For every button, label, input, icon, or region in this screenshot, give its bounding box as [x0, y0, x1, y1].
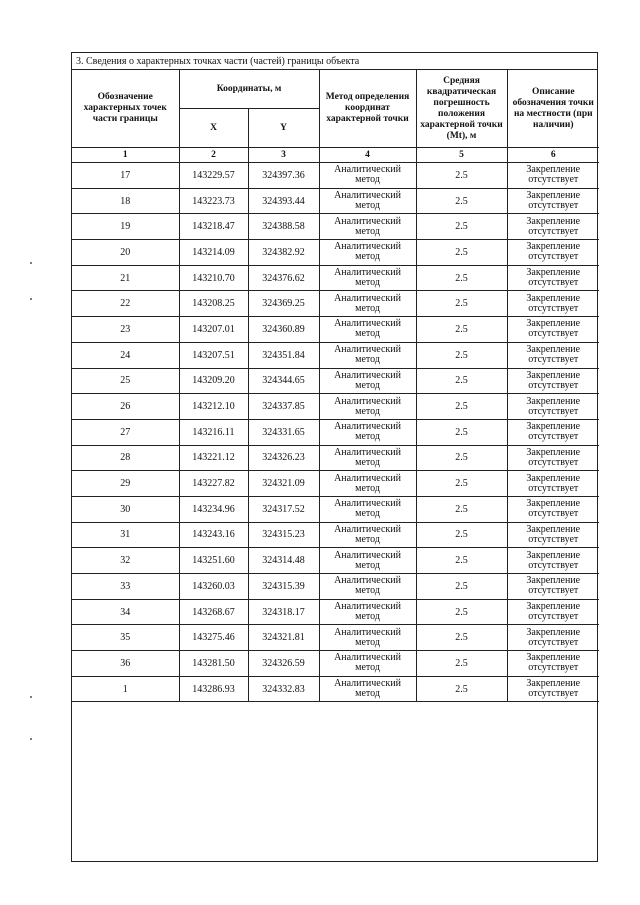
mean-error: 2.5	[416, 317, 507, 343]
coord-x: 143214.09	[179, 240, 248, 266]
description-cell	[507, 342, 599, 368]
description-cell	[507, 265, 599, 291]
method-line-1: Аналитический	[334, 472, 401, 484]
coord-y: 324326.23	[248, 445, 319, 471]
method-line-1: Аналитический	[334, 626, 401, 638]
mean-error: 2.5	[416, 265, 507, 291]
column-number: 4	[319, 148, 416, 163]
description-line-1: Закрепление	[526, 267, 581, 279]
coord-y: 324393.44	[248, 188, 319, 214]
table-row	[72, 214, 599, 240]
method-line-1: Аналитический	[334, 601, 401, 613]
coord-x: 143229.57	[179, 163, 248, 189]
method-cell	[319, 163, 416, 189]
method-line-1: Аналитический	[334, 652, 401, 664]
description-line-1: Закрепление	[526, 292, 581, 304]
coord-y: 324331.65	[248, 419, 319, 445]
description-cell	[507, 394, 599, 420]
description-line-1: Закрепление	[526, 395, 581, 407]
column-number: 6	[507, 148, 599, 163]
mean-error: 2.5	[416, 188, 507, 214]
method-line-1: Аналитический	[334, 549, 401, 561]
description-cell	[507, 163, 599, 189]
description-line-2: отсутствует	[528, 431, 579, 443]
method-cell	[319, 496, 416, 522]
table-row	[72, 471, 599, 497]
coord-x: 143207.51	[179, 342, 248, 368]
method-cell	[319, 445, 416, 471]
column-number: 2	[179, 148, 248, 163]
point-number: 21	[72, 265, 179, 291]
column-number: 3	[248, 148, 319, 163]
description-line-2: отсутствует	[528, 200, 579, 212]
coord-y: 324337.85	[248, 394, 319, 420]
method-cell	[319, 265, 416, 291]
description-line-1: Закрепление	[526, 652, 581, 664]
coord-x: 143268.67	[179, 599, 248, 625]
method-line-1: Аналитический	[334, 446, 401, 458]
point-number: 28	[72, 445, 179, 471]
description-cell	[507, 317, 599, 343]
method-line-2: метод	[355, 662, 380, 674]
point-number: 35	[72, 625, 179, 651]
coord-x: 143260.03	[179, 574, 248, 600]
method-line-1: Аналитический	[334, 678, 401, 690]
description-line-1: Закрепление	[526, 678, 581, 690]
mean-error: 2.5	[416, 574, 507, 600]
mean-error: 2.5	[416, 291, 507, 317]
table-row	[72, 368, 599, 394]
point-number: 22	[72, 291, 179, 317]
point-number: 34	[72, 599, 179, 625]
mean-error: 2.5	[416, 368, 507, 394]
method-line-1: Аналитический	[334, 498, 401, 510]
description-line-2: отсутствует	[528, 277, 579, 289]
description-line-1: Закрепление	[526, 369, 581, 381]
method-cell	[319, 188, 416, 214]
point-number: 27	[72, 419, 179, 445]
coord-y: 324317.52	[248, 496, 319, 522]
description-cell	[507, 574, 599, 600]
table-row	[72, 240, 599, 266]
description-line-2: отсутствует	[528, 405, 579, 417]
point-number: 19	[72, 214, 179, 240]
description-line-2: отсутствует	[528, 379, 579, 391]
mean-error: 2.5	[416, 599, 507, 625]
table-row	[72, 574, 599, 600]
description-line-1: Закрепление	[526, 215, 581, 227]
method-line-1: Аналитический	[334, 344, 401, 356]
description-line-1: Закрепление	[526, 626, 581, 638]
document-frame	[71, 52, 598, 862]
description-line-1: Закрепление	[526, 318, 581, 330]
description-line-2: отсутствует	[528, 482, 579, 494]
header-point-designation: Обозначение характерных точек части границы	[72, 70, 179, 148]
method-line-2: метод	[355, 405, 380, 417]
coord-x: 143212.10	[179, 394, 248, 420]
boundary-points-table	[72, 70, 599, 702]
header-method: Метод определения координат характерной точки	[319, 70, 416, 148]
method-line-2: метод	[355, 200, 380, 212]
description-cell	[507, 445, 599, 471]
method-line-2: метод	[355, 225, 380, 237]
coord-y: 324382.92	[248, 240, 319, 266]
method-line-1: Аналитический	[334, 395, 401, 407]
description-cell	[507, 368, 599, 394]
description-cell	[507, 625, 599, 651]
description-cell	[507, 419, 599, 445]
point-number: 29	[72, 471, 179, 497]
description-cell	[507, 676, 599, 702]
method-line-2: метод	[355, 354, 380, 366]
coord-y: 324397.36	[248, 163, 319, 189]
table-row	[72, 419, 599, 445]
coord-y: 324326.59	[248, 651, 319, 677]
method-cell	[319, 522, 416, 548]
method-line-2: метод	[355, 328, 380, 340]
method-cell	[319, 214, 416, 240]
header-x: X	[179, 109, 248, 148]
table-row	[72, 445, 599, 471]
method-line-1: Аналитический	[334, 164, 401, 176]
method-line-2: метод	[355, 302, 380, 314]
description-line-2: отсутствует	[528, 251, 579, 263]
point-number: 26	[72, 394, 179, 420]
method-line-2: метод	[355, 379, 380, 391]
coord-x: 143221.12	[179, 445, 248, 471]
method-cell	[319, 368, 416, 394]
method-line-1: Аналитический	[334, 523, 401, 535]
scan-speck	[30, 298, 32, 300]
table-row	[72, 163, 599, 189]
description-cell	[507, 599, 599, 625]
method-line-2: метод	[355, 611, 380, 623]
method-cell	[319, 548, 416, 574]
point-number: 17	[72, 163, 179, 189]
section-title: 3. Сведения о характерных точках части (частей) границы объекта	[72, 53, 597, 70]
method-cell	[319, 676, 416, 702]
description-cell	[507, 651, 599, 677]
method-line-1: Аналитический	[334, 421, 401, 433]
table-row	[72, 394, 599, 420]
method-line-1: Аналитический	[334, 575, 401, 587]
point-number: 24	[72, 342, 179, 368]
method-line-2: метод	[355, 431, 380, 443]
mean-error: 2.5	[416, 471, 507, 497]
coord-x: 143210.70	[179, 265, 248, 291]
table-row	[72, 522, 599, 548]
method-line-2: метод	[355, 456, 380, 468]
method-line-2: метод	[355, 508, 380, 520]
coord-x: 143227.82	[179, 471, 248, 497]
coord-y: 324388.58	[248, 214, 319, 240]
coord-y: 324351.84	[248, 342, 319, 368]
table-row	[72, 342, 599, 368]
coord-x: 143286.93	[179, 676, 248, 702]
table-row	[72, 548, 599, 574]
description-line-2: отсутствует	[528, 662, 579, 674]
method-line-2: метод	[355, 277, 380, 289]
method-cell	[319, 317, 416, 343]
method-line-1: Аналитический	[334, 369, 401, 381]
coord-x: 143275.46	[179, 625, 248, 651]
column-number: 1	[72, 148, 179, 163]
mean-error: 2.5	[416, 625, 507, 651]
coord-y: 324321.09	[248, 471, 319, 497]
mean-error: 2.5	[416, 342, 507, 368]
method-line-2: метод	[355, 482, 380, 494]
point-number: 31	[72, 522, 179, 548]
mean-error: 2.5	[416, 522, 507, 548]
coord-y: 324360.89	[248, 317, 319, 343]
description-line-2: отсутствует	[528, 302, 579, 314]
method-cell	[319, 599, 416, 625]
description-line-2: отсутствует	[528, 611, 579, 623]
description-line-1: Закрепление	[526, 241, 581, 253]
column-number: 5	[416, 148, 507, 163]
description-cell	[507, 291, 599, 317]
description-line-1: Закрепление	[526, 498, 581, 510]
method-cell	[319, 419, 416, 445]
method-cell	[319, 342, 416, 368]
coord-x: 143234.96	[179, 496, 248, 522]
method-cell	[319, 625, 416, 651]
description-line-2: отсутствует	[528, 174, 579, 186]
point-number: 23	[72, 317, 179, 343]
coord-x: 143281.50	[179, 651, 248, 677]
method-line-1: Аналитический	[334, 267, 401, 279]
table-row	[72, 317, 599, 343]
description-line-2: отсутствует	[528, 456, 579, 468]
method-line-1: Аналитический	[334, 241, 401, 253]
point-number: 33	[72, 574, 179, 600]
method-line-1: Аналитический	[334, 215, 401, 227]
description-line-1: Закрепление	[526, 601, 581, 613]
scan-speck	[30, 262, 32, 264]
description-line-2: отсутствует	[528, 559, 579, 571]
method-line-1: Аналитический	[334, 190, 401, 202]
description-line-1: Закрепление	[526, 164, 581, 176]
mean-error: 2.5	[416, 419, 507, 445]
point-number: 18	[72, 188, 179, 214]
description-cell	[507, 240, 599, 266]
mean-error: 2.5	[416, 163, 507, 189]
table-row	[72, 265, 599, 291]
method-line-2: метод	[355, 559, 380, 571]
mean-error: 2.5	[416, 214, 507, 240]
description-cell	[507, 522, 599, 548]
scan-speck	[30, 738, 32, 740]
point-number: 36	[72, 651, 179, 677]
table-row	[72, 188, 599, 214]
mean-error: 2.5	[416, 445, 507, 471]
coord-x: 143251.60	[179, 548, 248, 574]
coord-y: 324315.23	[248, 522, 319, 548]
table-row	[72, 291, 599, 317]
point-number: 32	[72, 548, 179, 574]
header-y: Y	[248, 109, 319, 148]
point-number: 20	[72, 240, 179, 266]
description-line-2: отсутствует	[528, 508, 579, 520]
method-line-1: Аналитический	[334, 292, 401, 304]
coord-y: 324332.83	[248, 676, 319, 702]
mean-error: 2.5	[416, 394, 507, 420]
description-line-1: Закрепление	[526, 344, 581, 356]
coord-y: 324315.39	[248, 574, 319, 600]
coord-y: 324314.48	[248, 548, 319, 574]
method-line-2: метод	[355, 585, 380, 597]
description-line-2: отсутствует	[528, 688, 579, 700]
method-cell	[319, 394, 416, 420]
coord-x: 143218.47	[179, 214, 248, 240]
table-row	[72, 625, 599, 651]
coord-x: 143207.01	[179, 317, 248, 343]
coord-y: 324376.62	[248, 265, 319, 291]
coord-y: 324321.81	[248, 625, 319, 651]
description-cell	[507, 496, 599, 522]
mean-error: 2.5	[416, 676, 507, 702]
description-line-2: отсутствует	[528, 328, 579, 340]
method-cell	[319, 574, 416, 600]
point-number: 25	[72, 368, 179, 394]
scan-speck	[30, 696, 32, 698]
mean-error: 2.5	[416, 548, 507, 574]
header-mean-error: Средняя квадратическая погрешность положения характерной точки (Mt), м	[416, 70, 507, 148]
coord-y: 324344.65	[248, 368, 319, 394]
mean-error: 2.5	[416, 651, 507, 677]
description-line-2: отсутствует	[528, 354, 579, 366]
description-cell	[507, 214, 599, 240]
method-line-2: метод	[355, 636, 380, 648]
description-line-1: Закрепление	[526, 446, 581, 458]
point-number: 1	[72, 676, 179, 702]
method-line-1: Аналитический	[334, 318, 401, 330]
method-line-2: метод	[355, 251, 380, 263]
description-cell	[507, 548, 599, 574]
method-line-2: метод	[355, 174, 380, 186]
table-row	[72, 599, 599, 625]
method-cell	[319, 240, 416, 266]
description-line-1: Закрепление	[526, 190, 581, 202]
method-line-2: метод	[355, 533, 380, 545]
method-cell	[319, 471, 416, 497]
description-cell	[507, 471, 599, 497]
header-description: Описание обозначения точки на местности (при наличии)	[507, 70, 599, 148]
description-line-1: Закрепление	[526, 549, 581, 561]
mean-error: 2.5	[416, 240, 507, 266]
description-cell	[507, 188, 599, 214]
description-line-2: отсутствует	[528, 636, 579, 648]
coord-y: 324369.25	[248, 291, 319, 317]
coord-x: 143243.16	[179, 522, 248, 548]
table-row	[72, 651, 599, 677]
mean-error: 2.5	[416, 496, 507, 522]
coord-x: 143209.20	[179, 368, 248, 394]
description-line-2: отсутствует	[528, 533, 579, 545]
method-cell	[319, 291, 416, 317]
table-row	[72, 676, 599, 702]
table-row	[72, 496, 599, 522]
coord-x: 143223.73	[179, 188, 248, 214]
description-line-1: Закрепление	[526, 472, 581, 484]
point-number: 30	[72, 496, 179, 522]
header-coordinates: Координаты, м	[179, 70, 319, 109]
method-line-2: метод	[355, 688, 380, 700]
description-line-2: отсутствует	[528, 225, 579, 237]
description-line-1: Закрепление	[526, 523, 581, 535]
coord-x: 143216.11	[179, 419, 248, 445]
description-line-1: Закрепление	[526, 575, 581, 587]
coord-x: 143208.25	[179, 291, 248, 317]
description-line-1: Закрепление	[526, 421, 581, 433]
method-cell	[319, 651, 416, 677]
description-line-2: отсутствует	[528, 585, 579, 597]
coord-y: 324318.17	[248, 599, 319, 625]
